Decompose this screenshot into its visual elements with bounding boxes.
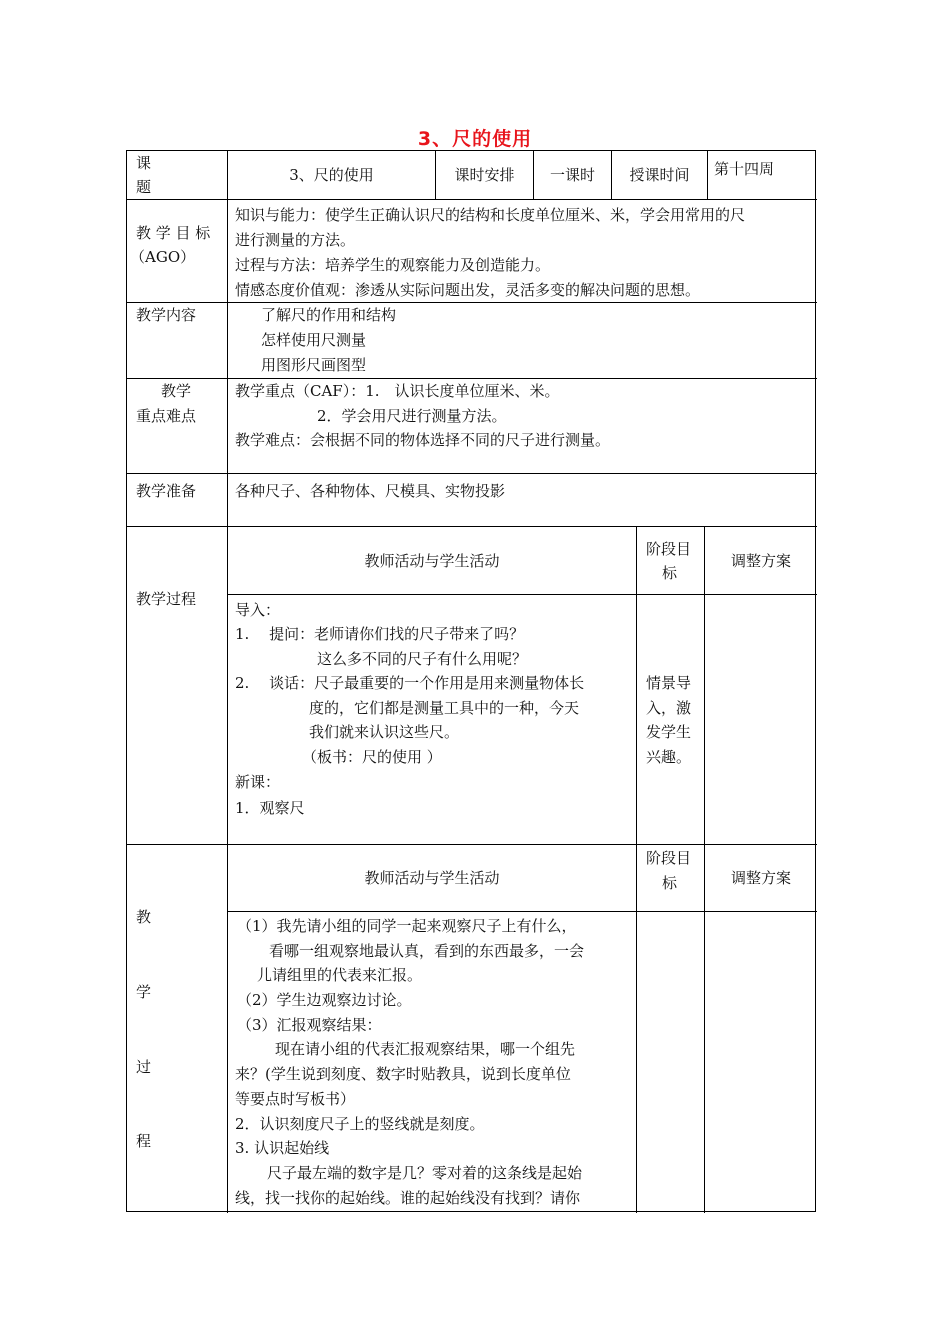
stage-goal-line: 兴趣。 <box>646 748 692 766</box>
activity-line: （板书：尺的使用 ） <box>302 748 442 766</box>
activity-line: 3. 认识起始线 <box>235 1139 330 1157</box>
activity-line: 等要点时写板书） <box>235 1090 356 1108</box>
activity-line: 1．观察尺 <box>235 799 305 817</box>
content-label: 教学内容 <box>136 306 197 324</box>
row-divider <box>127 199 817 200</box>
col-adjust-header: 调整方案 <box>730 869 791 887</box>
schedule-value: 一课时 <box>549 166 595 184</box>
activity-line: 2. 谈话：尺子最重要的一个作用是用来测量物体长 <box>235 674 585 692</box>
time-value: 第十四周 <box>714 160 775 178</box>
col-goal-header: 标 <box>662 874 678 892</box>
activity-line: （3）汇报观察结果： <box>237 1016 382 1034</box>
activity-line: 来？(学生说到刻度、数字时贴教具，说到长度单位 <box>235 1065 571 1083</box>
col-goal-header: 阶段目 <box>646 849 692 867</box>
keypoints-line: 2．学会用尺进行测量方法。 <box>317 407 507 425</box>
activity-line: （1）我先请小组的同学一起来观察尺子上有什么， <box>237 917 577 935</box>
goals-line: 过程与方法：培养学生的观察能力及创造能力。 <box>235 256 551 274</box>
preparation-label: 教学准备 <box>136 482 197 500</box>
column-divider <box>707 151 708 199</box>
keypoints-label: 教学 <box>161 382 192 400</box>
topic-label: 题 <box>136 178 152 196</box>
stage-goal-line: 发学生 <box>646 723 692 741</box>
topic-label: 课 <box>136 154 152 172</box>
schedule-label: 课时安排 <box>454 166 515 184</box>
activity-line: 1. 提问：老师请你们找的尺子带来了吗？ <box>235 625 525 643</box>
process-label-char: 学 <box>136 983 152 1001</box>
stage-goal-line: 情景导 <box>646 674 692 692</box>
goals-line: 知识与能力：使学生正确认识尺的结构和长度单位厘米、米，学会用常用的尺 <box>235 206 746 224</box>
activity-line: 新课： <box>235 773 281 791</box>
activity-line: 导入： <box>235 601 281 619</box>
process-label-char: 教 <box>136 908 152 926</box>
activity-line: 2．认识刻度尺子上的竖线就是刻度。 <box>235 1115 485 1133</box>
keypoints-line: 教学难点：会根据不同的物体选择不同的尺子进行测量。 <box>235 431 611 449</box>
page-title: 3、尺的使用 <box>417 128 533 150</box>
activity-line: 线，找一找你的起始线。谁的起始线没有找到？请你 <box>235 1189 581 1207</box>
row-divider <box>227 594 817 595</box>
col-activity-header: 教师活动与学生活动 <box>364 869 500 887</box>
process-label: 教学过程 <box>136 590 197 608</box>
keypoints-label: 重点难点 <box>136 407 197 425</box>
row-divider <box>127 526 817 527</box>
stage-goal-line: 入，激 <box>646 699 692 717</box>
column-divider <box>636 526 637 844</box>
content-line: 用图形尺画图型 <box>261 356 367 374</box>
column-divider <box>227 151 228 1213</box>
activity-line: 尺子最左端的数字是几？零对着的这条线是起始 <box>267 1164 583 1182</box>
row-divider <box>127 302 817 303</box>
activity-line: 我们就来认识这些尺。 <box>309 723 460 741</box>
keypoints-line: 教学重点（CAF）：1. 认识长度单位厘米、米。 <box>235 382 560 400</box>
activity-line: （2）学生边观察边讨论。 <box>237 991 412 1009</box>
lesson-plan-table <box>126 150 816 1212</box>
activity-line: 这么多不同的尺子有什么用呢？ <box>317 650 528 668</box>
col-goal-header: 阶段目 <box>646 540 692 558</box>
row-divider <box>127 473 817 474</box>
col-goal-header: 标 <box>662 564 678 582</box>
row-divider <box>227 911 817 912</box>
process-label-char: 程 <box>136 1132 152 1150</box>
activity-line: 儿请组里的代表来汇报。 <box>257 966 423 984</box>
content-line: 怎样使用尺测量 <box>261 331 367 349</box>
goals-label: 教 学 目 标 <box>136 224 211 242</box>
activity-line: 度的，它们都是测量工具中的一种，今天 <box>309 699 580 717</box>
column-divider <box>704 526 705 844</box>
column-divider <box>704 844 705 1213</box>
activity-line: 看哪一组观察地最认真，看到的东西最多，一会 <box>269 942 585 960</box>
time-label: 授课时间 <box>629 166 690 184</box>
topic-value: 3、尺的使用 <box>289 166 374 184</box>
goals-line: 情感态度价值观：渗透从实际问题出发，灵活多变的解决问题的思想。 <box>235 281 701 299</box>
col-adjust-header: 调整方案 <box>730 552 791 570</box>
activity-line: 现在请小组的代表汇报观察结果，哪一个组先 <box>275 1040 576 1058</box>
goals-label: （AGO） <box>130 248 196 266</box>
col-activity-header: 教师活动与学生活动 <box>364 552 500 570</box>
row-divider <box>127 844 817 845</box>
column-divider <box>636 844 637 1213</box>
preparation-text: 各种尺子、各种物体、尺模具、实物投影 <box>235 482 506 500</box>
content-line: 了解尺的作用和结构 <box>261 306 397 324</box>
goals-line: 进行测量的方法。 <box>235 231 356 249</box>
process-label-char: 过 <box>136 1058 152 1076</box>
